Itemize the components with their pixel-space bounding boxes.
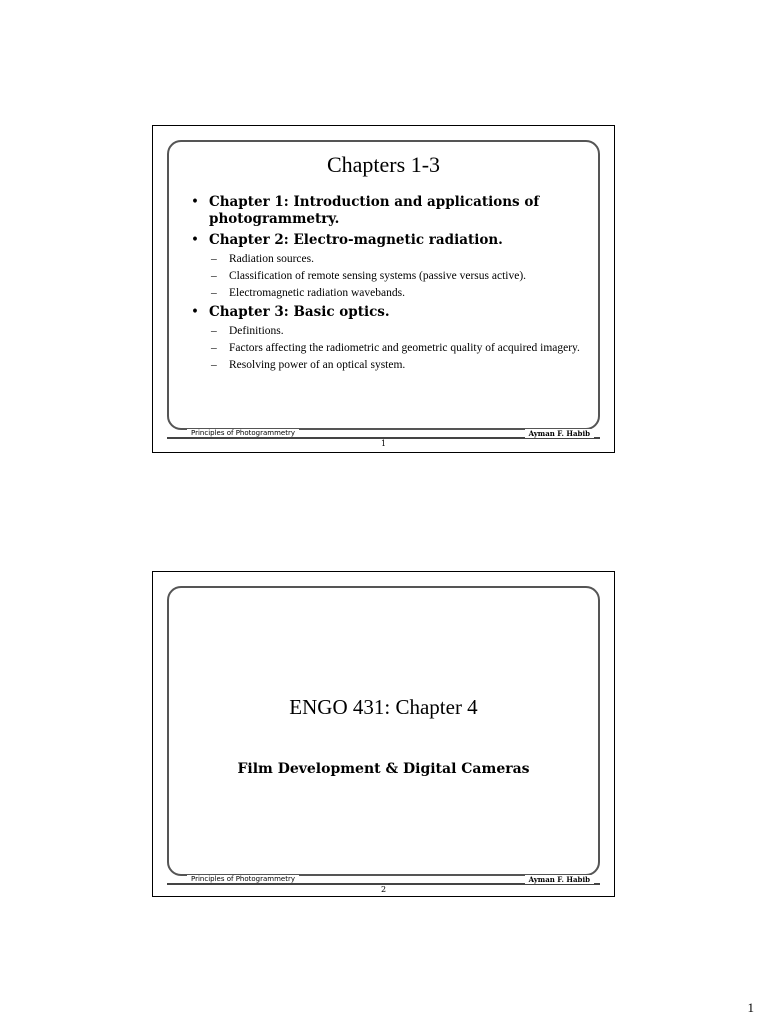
- bullet-item: • Chapter 1: Introduction and applications of photogrammetry.: [191, 194, 584, 228]
- slide-2: [152, 571, 615, 897]
- sub-bullet-item: – Definitions.: [191, 324, 584, 338]
- slide-border: [167, 586, 600, 876]
- slide-number: 2: [380, 885, 387, 894]
- footer-author-label: Ayman F. Habib: [525, 875, 594, 884]
- bullet-item: • Chapter 3: Basic optics.: [191, 304, 584, 321]
- sub-bullet-item: – Factors affecting the radiometric and geometric quality of acquired imagery.: [191, 341, 584, 355]
- sub-bullet-item: – Electromagnetic radiation wavebands.: [191, 286, 584, 300]
- footer-course-label: Principles of Photogrammetry: [187, 429, 299, 437]
- slide-title: ENGO 431: Chapter 4: [289, 695, 478, 719]
- slide-subtitle: Film Development & Digital Cameras: [237, 761, 530, 777]
- slide-title: Chapters 1-3: [326, 152, 441, 177]
- bullet-item: • Chapter 2: Electro-magnetic radiation.: [191, 232, 584, 249]
- slide-1: [152, 125, 615, 453]
- page-number: 1: [747, 1000, 754, 1015]
- slide-number: 1: [380, 439, 387, 448]
- footer-course-label: Principles of Photogrammetry: [187, 875, 299, 883]
- footer-author-label: Ayman F. Habib: [525, 429, 594, 438]
- sub-bullet-item: – Classification of remote sensing systems (passive versus active).: [191, 269, 584, 283]
- sub-bullet-item: – Radiation sources.: [191, 252, 584, 266]
- bullet-list: [191, 190, 584, 372]
- sub-bullet-item: – Resolving power of an optical system.: [191, 358, 584, 372]
